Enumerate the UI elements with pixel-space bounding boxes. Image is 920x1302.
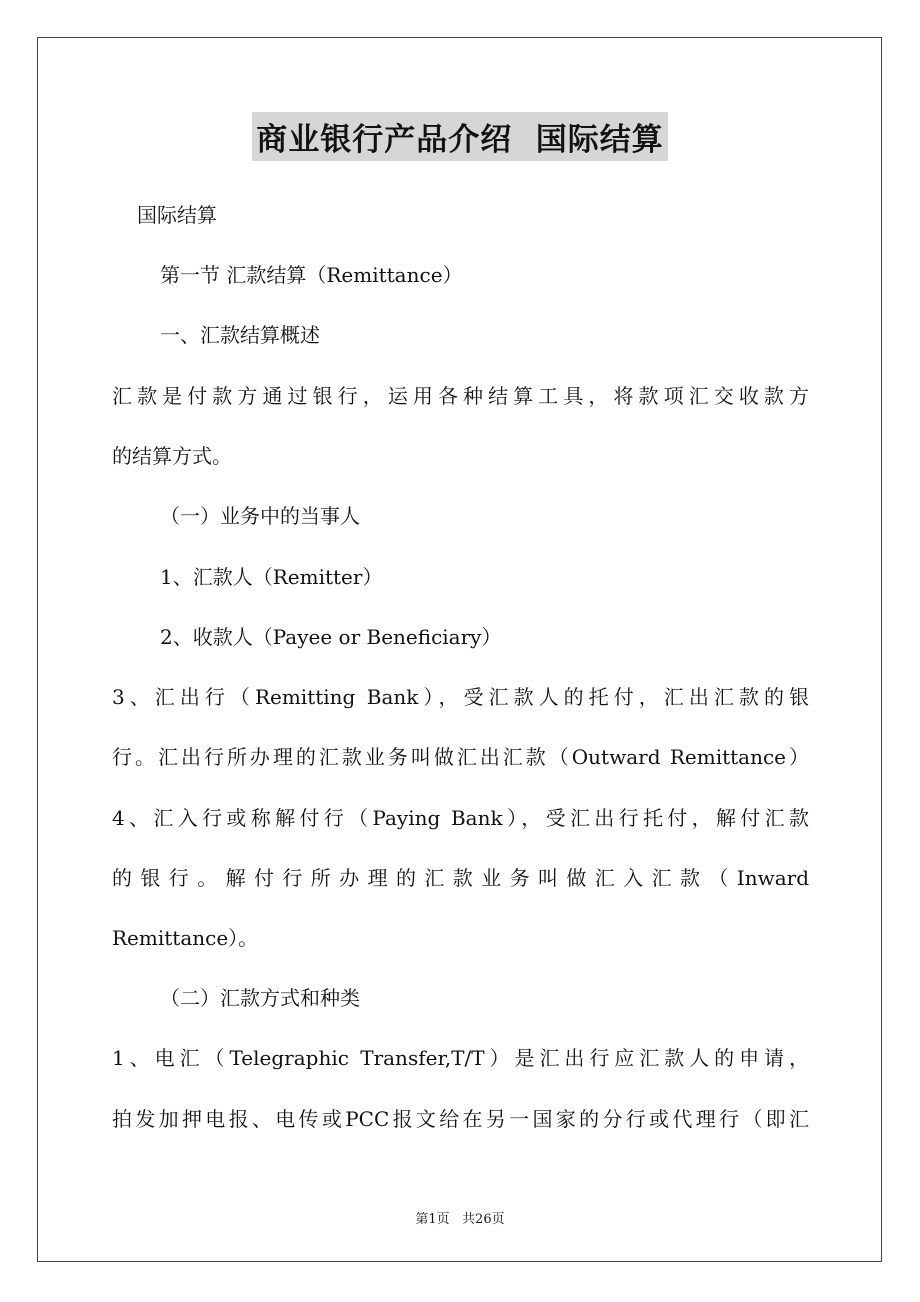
subsection-heading: （二）汇款方式和种类 [160, 986, 360, 1010]
paragraph-heading: 国际结算 [137, 203, 217, 227]
list-item: 2、收款人（Payee or Beneficiary） [160, 625, 502, 649]
body-line: 的结算方式。 [112, 444, 232, 468]
body-line: 汇款是付款方通过银行，运用各种结算工具，将款项汇交收款方 [112, 384, 809, 408]
body-line: 的银行。解付行所办理的汇款业务叫做汇入汇款（Inward [112, 866, 809, 890]
list-item: 4、汇入行或称解付行（Paying Bank），受汇出行托付，解付汇款 [112, 806, 809, 830]
section-heading: 第一节 汇款结算（Remittance） [160, 263, 463, 287]
body-line: Remittance）。 [112, 926, 259, 950]
page-footer: 第1页 共26页 [415, 1212, 505, 1227]
body-line: 拍发加押电报、电传或PCC报文给在另一国家的分行或代理行（即汇 [112, 1107, 809, 1131]
list-item: 1、电汇（Telegraphic Transfer,T/T）是汇出行应汇款人的申请， [112, 1046, 809, 1070]
subsection-heading: （一）业务中的当事人 [160, 504, 360, 528]
list-item: 1、汇款人（Remitter） [160, 565, 383, 589]
list-item: 3、汇出行（Remitting Bank），受汇款人的托付，汇出汇款的银 [112, 685, 809, 709]
body-line: 行。汇出行所办理的汇款业务叫做汇出汇款（Outward Remittance） [112, 745, 809, 769]
subsection-heading: 一、汇款结算概述 [160, 323, 320, 347]
title-container [0, 112, 920, 161]
document-title: 商业银行产品介绍 国际结算 [252, 112, 668, 161]
